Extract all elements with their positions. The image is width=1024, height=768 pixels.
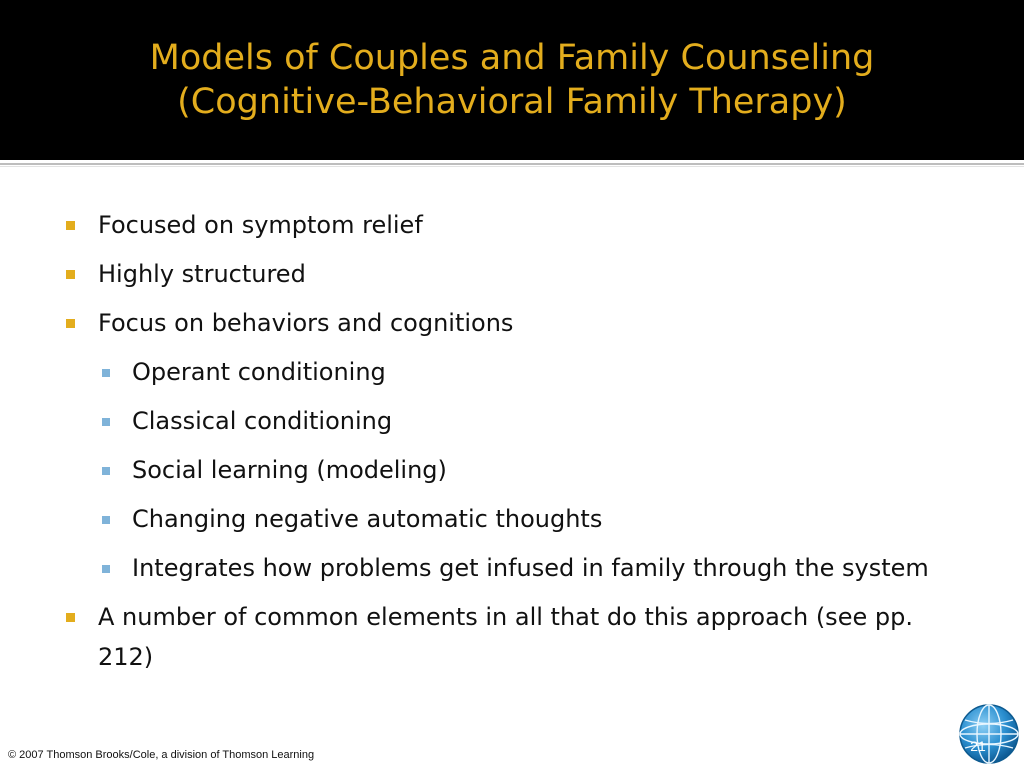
bullet-item: [60, 254, 960, 294]
square-bullet-icon: [66, 613, 75, 622]
square-bullet-icon: [102, 565, 110, 573]
bullet-text: Social learning (modeling): [132, 456, 447, 484]
bullet-item: [60, 303, 960, 343]
square-bullet-icon: [102, 369, 110, 377]
sub-bullet-item: [60, 401, 960, 441]
title-bar: [0, 0, 1024, 160]
bullet-text: Operant conditioning: [132, 358, 386, 386]
bullet-item: [60, 205, 960, 245]
slide-title-line-2: (Cognitive-Behavioral Family Therapy): [177, 82, 847, 122]
square-bullet-icon: [66, 221, 75, 230]
page-number: 21: [970, 738, 986, 754]
square-bullet-icon: [102, 516, 110, 524]
bullet-text: A number of common elements in all that do this approach (see pp. 212): [98, 603, 913, 671]
sub-bullet-item: [60, 548, 960, 588]
bullet-list: [60, 205, 960, 686]
globe-icon: [958, 703, 1020, 765]
copyright-footer: © 2007 Thomson Brooks/Cole, a division of Thomson Learning: [8, 749, 315, 761]
title-divider-shadow: [0, 166, 1024, 167]
square-bullet-icon: [66, 319, 75, 328]
slide-title-line-1: Models of Couples and Family Counseling: [149, 38, 875, 78]
bullet-text: Highly structured: [98, 260, 306, 288]
bullet-text: Focus on behaviors and cognitions: [98, 309, 514, 337]
sub-bullet-item: [60, 352, 960, 392]
bullet-text: Classical conditioning: [132, 407, 393, 435]
square-bullet-icon: [66, 270, 75, 279]
title-divider: [0, 163, 1024, 165]
bullet-text: Changing negative automatic thoughts: [132, 505, 603, 533]
bullet-text: Focused on symptom relief: [98, 211, 423, 239]
bullet-text: Integrates how problems get infused in family through the system: [132, 554, 929, 582]
square-bullet-icon: [102, 418, 110, 426]
sub-bullet-item: [60, 499, 960, 539]
sub-bullet-item: [60, 450, 960, 490]
square-bullet-icon: [102, 467, 110, 475]
bullet-item: [60, 597, 960, 677]
